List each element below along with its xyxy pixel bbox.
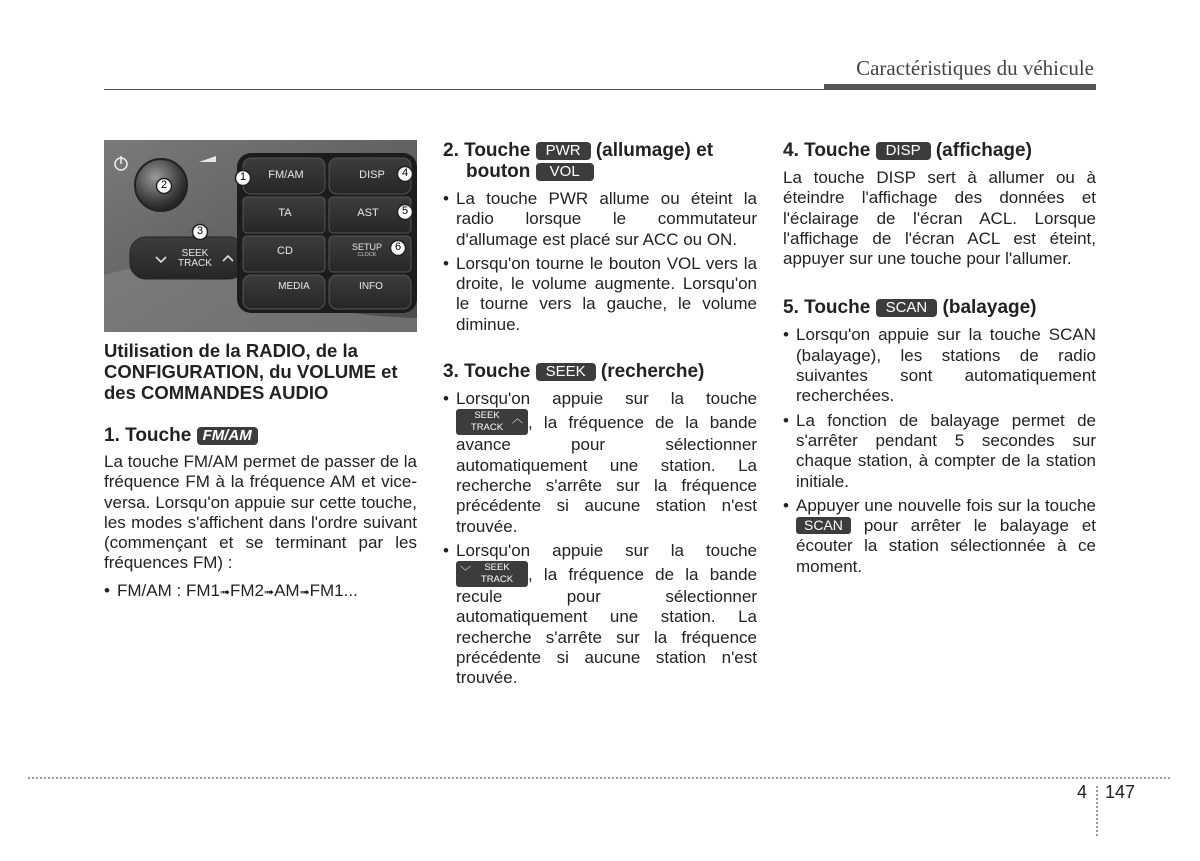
section-2-heading-line2 [443,161,757,182]
seek-track-up-button-image [456,409,528,435]
section-2-list [443,189,757,335]
panel-label-disp: DISP [359,169,385,181]
section-3-heading-text: 3. Touche [443,361,531,383]
chevron-up-icon: ︿ [512,413,523,426]
panel-label-clock: CLOCK [357,252,377,258]
section-2 [443,140,757,335]
vol-key-badge: VOL [536,163,594,181]
panel-label-fmam: FM/AM [268,169,304,181]
section-2-heading-text: 2. Touche [443,140,531,161]
scan-key-badge: SCAN [876,299,938,317]
arrow-icon: ➟ [219,584,231,599]
chapter-number: 4 [1077,782,1088,802]
scan-text-post: pour arrêter le balayage et écouter la station sélectionnée à ce moment. [796,516,1096,576]
column-2 [443,140,757,693]
callout-3: 3 [196,225,204,237]
section-1-heading [104,425,417,446]
panel-label-setup: SETUP [351,242,382,252]
section-1-heading-text: 1. Touche [104,425,192,446]
callout-5: 5 [401,205,409,217]
section-4-heading-text: 4. Touche [783,140,871,161]
panel-label-ta: TA [278,207,292,219]
arrow-icon: ➟ [299,584,310,599]
list-item [443,389,757,537]
callout-6: 6 [394,241,402,253]
section-4-paragraph: La touche DISP sert à allumer ou à éteindre l'affichage des données et l'éclairage de l'écran ACL. Lorsque l'affichage de l'écran ACL est éteint, appuyer sur une touche pour l'allumer. [783,168,1096,269]
list-item: • La fonction de balayage permet de s'arrêter pendant 5 secondes sur chaque station, à compter de la station initiale. [783,411,1096,492]
section-4-heading [783,140,1096,161]
seek-track-down-button-image [456,561,528,587]
section-5-heading [783,297,1096,318]
running-header: Caractéristiques du véhicule [856,56,1094,80]
section-3-heading [443,361,757,382]
panel-label-ast: AST [357,207,379,219]
section-2-heading-bouton: bouton [466,161,531,182]
photo-caption: Utilisation de la RADIO, de la CONFIGURATION, du VOLUME et des COMMANDES AUDIO [104,340,398,403]
list-item [783,496,1096,577]
inline-seek-label: SEEK [484,562,510,574]
seek-down-text-pre: Lorsqu'on appuie sur la touche [456,540,757,560]
section-5-heading-text: 5. Touche [783,297,871,319]
section-1-paragraph: La touche FM/AM permet de passer de la fréquence FM à la fréquence AM et vice-versa. Lorsqu'on appuie sur cette touche, les modes s'affichent dans l'ordre suivant (commençant et se terminant par les fréquences FM) : [104,452,417,573]
scan-inline-key-badge: SCAN [796,517,851,534]
panel-label-media: MEDIA [278,281,310,292]
list-item: • La touche PWR allume ou éteint la radio lorsque le commutateur d'allumage est placé sur ACC ou ON. [443,189,757,250]
disp-key-badge: DISP [876,142,931,160]
footer-divider [1096,786,1098,836]
inline-track-label: TRACK [480,574,514,586]
panel-label-track: TRACK [178,258,212,269]
fm-sequence-fm2: FM2 [230,580,265,600]
section-5 [783,297,1096,577]
section-3-list [443,389,757,689]
fm-sequence-start: FM/AM : FM1 [117,580,220,600]
callout-2: 2 [160,179,168,191]
seek-up-text-post: , la fréquence de la bande avance pour sélectionner automatiquement une station. La recherche s'arrête sur la fréquence précédente si aucune station n'est trouvée. [456,413,757,536]
section-5-list [783,325,1096,577]
callout-4: 4 [401,167,409,179]
seek-down-text-post: , la fréquence de la bande recule pour sélectionner automatiquement une station. La recherche s'arrête sur la fréquence précédente si aucune station n'est trouvée. [456,565,757,688]
fmam-key-badge: FM/AM [197,427,258,445]
list-item: • Lorsqu'on appuie sur la touche SCAN (balayage), les stations de radio suivantes sont automatiquement recherchées. [783,325,1096,406]
section-1-list [104,581,417,602]
panel-label-seek: SEEK [181,248,209,259]
radio-panel-photo [104,140,417,332]
list-item: • Lorsqu'on tourne le bouton VOL vers la droite, le volume augmente. Lorsqu'on le tourne vers la gauche, le volume diminue. [443,254,757,335]
panel-label-cd: CD [277,245,293,257]
fm-sequence-end: FM1... [309,580,358,600]
inline-seek-label: SEEK [474,410,500,422]
list-item [443,541,757,689]
header-rule-accent [824,84,1096,90]
callout-1: 1 [239,171,247,183]
list-item [104,581,417,602]
section-2-heading-mid: (allumage) et [595,140,714,161]
column-3 [783,140,1096,581]
chevron-down-icon: ﹀ [460,566,471,579]
fm-sequence-am: AM [274,580,300,600]
pwr-key-badge: PWR [536,142,591,160]
seek-key-badge: SEEK [536,363,596,381]
page-number: 147 [1105,782,1136,802]
panel-label-info: INFO [359,281,383,292]
footer-rule [28,777,1170,779]
section-5-heading-tail: (balayage) [942,297,1037,319]
section-3 [443,361,757,689]
scan-text-pre: Appuyer une nouvelle fois sur la touche [796,495,1096,515]
section-2-heading [443,140,757,161]
column-1 [104,140,417,606]
inline-track-label: TRACK [470,422,504,434]
section-4 [783,140,1096,269]
arrow-icon: ➟ [264,584,275,599]
section-4-heading-tail: (affichage) [935,140,1032,161]
section-3-heading-tail: (recherche) [600,361,705,383]
seek-up-text-pre: Lorsqu'on appuie sur la touche [456,389,757,409]
